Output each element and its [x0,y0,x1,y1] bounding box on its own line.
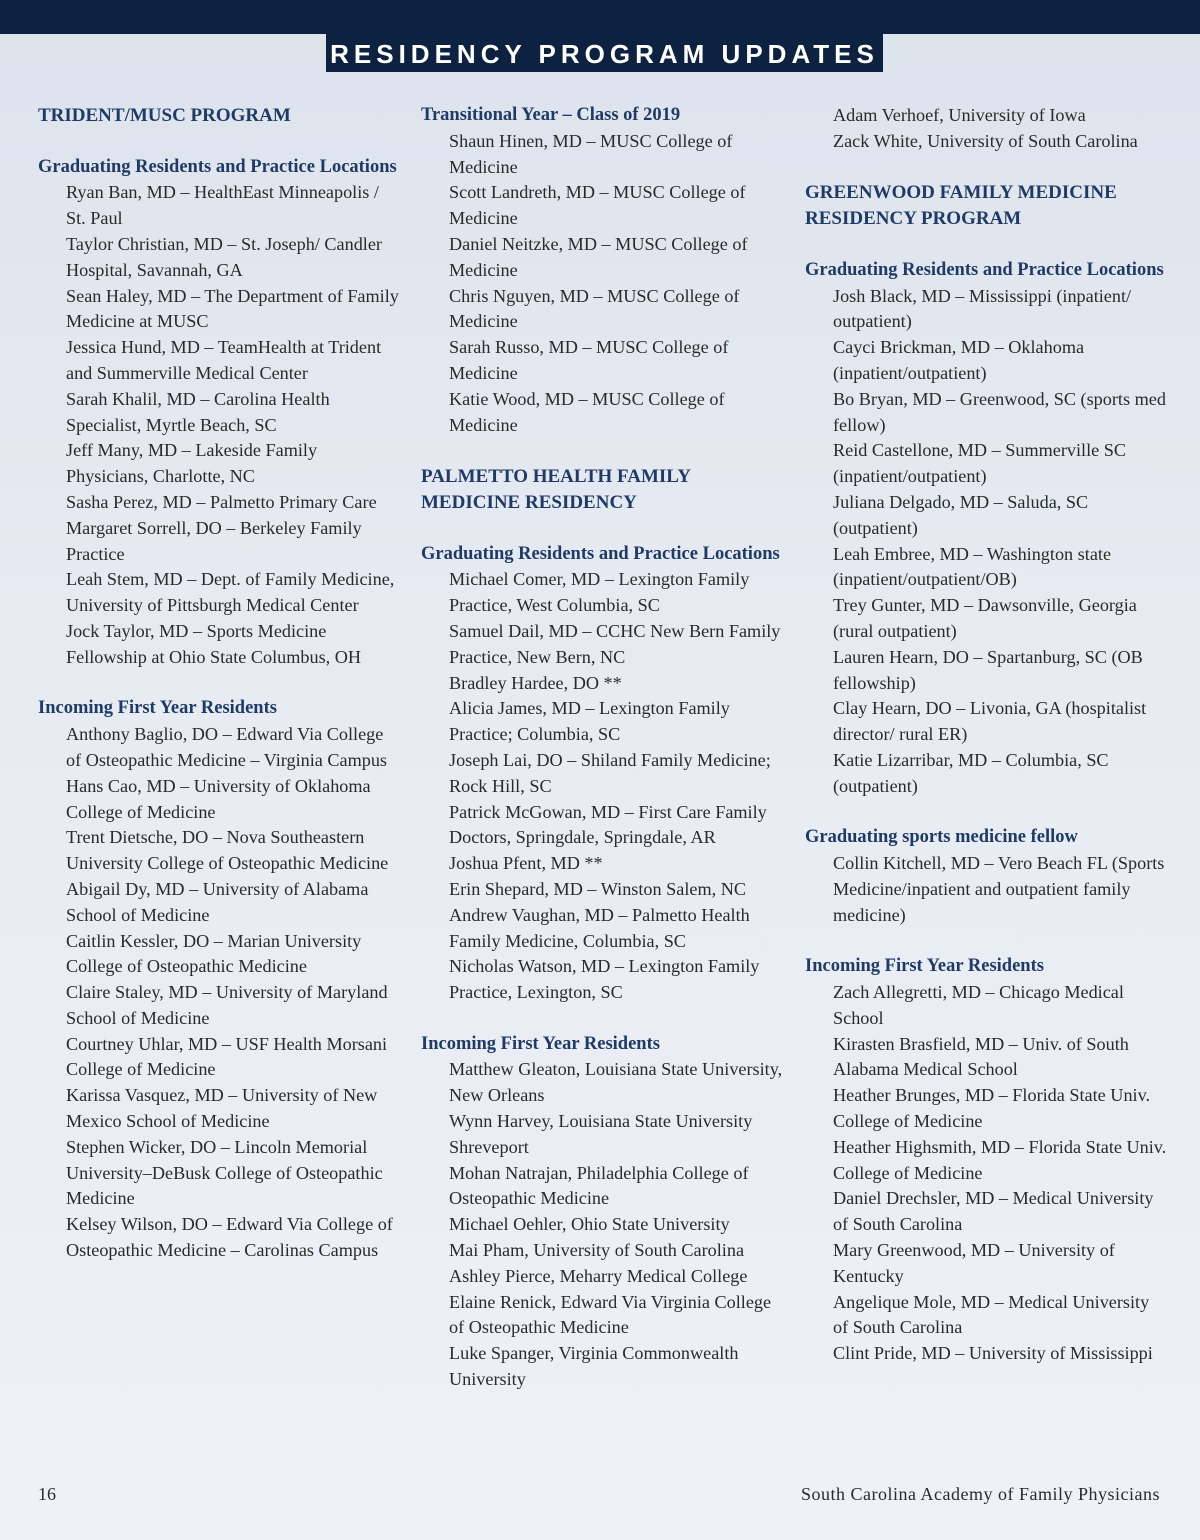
list-item: Kelsey Wilson, DO – Edward Via College of Osteopathic Medicine – Carolinas Campus [66,1214,393,1261]
list-item: Andrew Vaughan, MD – Palmetto Health Family Medicine, Columbia, SC [449,904,750,951]
list-item: Chris Nguyen, MD – MUSC College of Medicine [449,285,740,332]
list-item: Heather Brunges, MD – Florida State Univ. College of Medicine [833,1085,1151,1132]
list-item: Joshua Pfent, MD ** [449,853,603,874]
list-item: Leah Embree, MD – Washington state (inpatient/outpatient/OB) [833,543,1112,590]
list-item: Matthew Gleaton, Louisiana State University, New Orleans [449,1059,783,1106]
list-item: Shaun Hinen, MD – MUSC College of Medicine [449,130,733,177]
transitional-list [421,129,783,439]
list-item: Wynn Harvey, Louisiana State University Shreveport [449,1111,753,1157]
list-item: Collin Kitchell, MD – Vero Beach FL (Sports Medicine/inpatient and outpatient family medicine) [833,853,1165,925]
list-item: Erin Shepard, MD – Winston Salem, NC [449,878,746,899]
list-item: Kirasten Brasfield, MD – Univ. of South Alabama Medical School [833,1033,1129,1080]
page-number: 16 [38,1484,56,1504]
list-item: Jock Taylor, MD – Sports Medicine Fellowship at Ohio State Columbus, OH [66,620,362,667]
list-item: Zack White, University of South Carolina [833,130,1138,151]
list-item: Angelique Mole, MD – Medical University of South Carolina [833,1291,1150,1338]
list-item: Josh Black, MD – Mississippi (inpatient/ outpatient) [833,285,1132,332]
fellow-heading: Graduating sports medicine fellow [805,827,1078,848]
list-item: Adam Verhoef, University of Iowa [833,105,1086,125]
graduating-heading: Graduating Residents and Practice Locations [38,156,397,177]
list-item: Ryan Ban, MD – HealthEast Minneapolis / St. Paul [66,182,379,229]
list-item: Jessica Hund, MD – TeamHealth at Trident and Summerville Medical Center [66,337,382,383]
list-item: Leah Stem, MD – Dept. of Family Medicine, University of Pittsburgh Medical Center [66,569,395,616]
list-item: Reid Castellone, MD – Summerville SC (inpatient/outpatient) [833,440,1127,487]
list-item: Patrick McGowan, MD – First Care Family Doctors, Springdale, Springdale, AR [449,801,767,848]
list-item: Katie Lizarribar, MD – Columbia, SC (outpatient) [833,749,1109,796]
continued-list [805,103,1167,155]
list-item: Michael Oehler, Ohio State University [449,1214,730,1235]
list-item: Trey Gunter, MD – Dawsonville, Georgia (rural outpatient) [833,595,1137,641]
list-item: Bo Bryan, MD – Greenwood, SC (sports med fellow) [833,388,1166,435]
graduating-heading: Graduating Residents and Practice Locations [805,259,1164,280]
list-item: Claire Staley, MD – University of Maryland School of Medicine [66,982,388,1028]
list-item: Margaret Sorrell, DO – Berkeley Family Practice [66,517,362,564]
list-item: Bradley Hardee, DO ** [449,672,622,693]
list-item: Sarah Russo, MD – MUSC College of Medicine [449,337,729,383]
list-item: Mohan Natrajan, Philadelphia College of Osteopathic Medicine [449,1162,749,1209]
program-heading-trident: TRIDENT/MUSC PROGRAM [38,105,291,126]
list-item: Taylor Christian, MD – St. Joseph/ Candler Hospital, Savannah, GA [66,233,382,280]
incoming-heading: Incoming First Year Residents [805,956,1044,977]
incoming-list [38,722,400,1264]
page-title: RESIDENCY PROGRAM UPDATES [326,34,883,72]
list-item: Scott Landreth, MD – MUSC College of Medicine [449,182,746,229]
transitional-heading: Transitional Year – Class of 2019 [421,105,681,125]
program-heading-palmetto: PALMETTO HEALTH FAMILY MEDICINE RESIDENCY [421,466,691,513]
list-item: Sasha Perez, MD – Palmetto Primary Care [66,491,377,512]
footer-organization: South Carolina Academy of Family Physicians [801,1484,1160,1504]
list-item: Juliana Delgado, MD – Saluda, SC (outpatient) [833,491,1089,538]
incoming-list [805,980,1167,1367]
list-item: Daniel Neitzke, MD – MUSC College of Medicine [449,233,748,280]
incoming-heading: Incoming First Year Residents [421,1033,660,1054]
list-item: Sean Haley, MD – The Department of Family Medicine at MUSC [66,285,399,332]
list-item: Lauren Hearn, DO – Spartanburg, SC (OB fellowship) [833,646,1143,693]
list-item: Ashley Pierce, Meharry Medical College [449,1265,748,1286]
list-item: Caitlin Kessler, DO – Marian University College of Osteopathic Medicine [66,930,362,977]
list-item: Abigail Dy, MD – University of Alabama School of Medicine [66,878,369,925]
list-item: Nicholas Watson, MD – Lexington Family Practice, Lexington, SC [449,956,760,1003]
list-item: Clay Hearn, DO – Livonia, GA (hospitalist director/ rural ER) [833,698,1147,745]
graduating-list [805,284,1167,800]
program-heading-greenwood: GREENWOOD FAMILY MEDICINE RESIDENCY PROGRAM [805,182,1117,230]
list-item: Stephen Wicker, DO – Lincoln Memorial University–DeBusk College of Osteopathic Medicine [66,1136,383,1209]
list-item: Heather Highsmith, MD – Florida State Univ. College of Medicine [833,1136,1167,1183]
list-item: Hans Cao, MD – University of Oklahoma College of Medicine [66,775,371,822]
list-item: Anthony Baglio, DO – Edward Via College of Osteopathic Medicine – Virginia Campus [66,724,388,770]
column-2 [421,103,783,1393]
column-3 [805,103,1167,1367]
graduating-heading: Graduating Residents and Practice Locations [421,543,780,564]
list-item: Trent Dietsche, DO – Nova Southeastern University College of Osteopathic Medicine [66,827,389,874]
list-item: Elaine Renick, Edward Via Virginia College of Osteopathic Medicine [449,1291,772,1338]
list-item: Alicia James, MD – Lexington Family Practice; Columbia, SC [449,698,730,745]
list-item: Joseph Lai, DO – Shiland Family Medicine; Rock Hill, SC [449,749,771,796]
incoming-list [421,1057,783,1392]
list-item: Daniel Drechsler, MD – Medical University of South Carolina [833,1188,1154,1235]
list-item: Mai Pham, University of South Carolina [449,1240,745,1261]
list-item: Samuel Dail, MD – CCHC New Bern Family Practice, New Bern, NC [449,620,781,667]
graduating-list [421,567,783,1006]
graduating-list [38,180,400,670]
column-1 [38,103,400,1264]
list-item: Sarah Khalil, MD – Carolina Health Specialist, Myrtle Beach, SC [66,388,330,435]
list-item: Clint Pride, MD – University of Mississippi [833,1343,1153,1364]
list-item: Cayci Brickman, MD – Oklahoma (inpatient/outpatient) [833,337,1085,383]
list-item: Courtney Uhlar, MD – USF Health Morsani College of Medicine [66,1033,388,1080]
list-item: Katie Wood, MD – MUSC College of Medicine [449,388,725,435]
top-banner-band [0,0,1200,34]
list-item: Michael Comer, MD – Lexington Family Practice, West Columbia, SC [449,569,750,616]
list-item: Zach Allegretti, MD – Chicago Medical School [833,982,1124,1028]
list-item: Karissa Vasquez, MD – University of New Mexico School of Medicine [66,1085,378,1132]
list-item: Luke Spanger, Virginia Commonwealth University [449,1343,739,1390]
fellow-list [805,851,1167,928]
list-item: Jeff Many, MD – Lakeside Family Physicians, Charlotte, NC [66,440,318,487]
incoming-heading: Incoming First Year Residents [38,698,277,719]
list-item: Mary Greenwood, MD – University of Kentucky [833,1240,1115,1286]
